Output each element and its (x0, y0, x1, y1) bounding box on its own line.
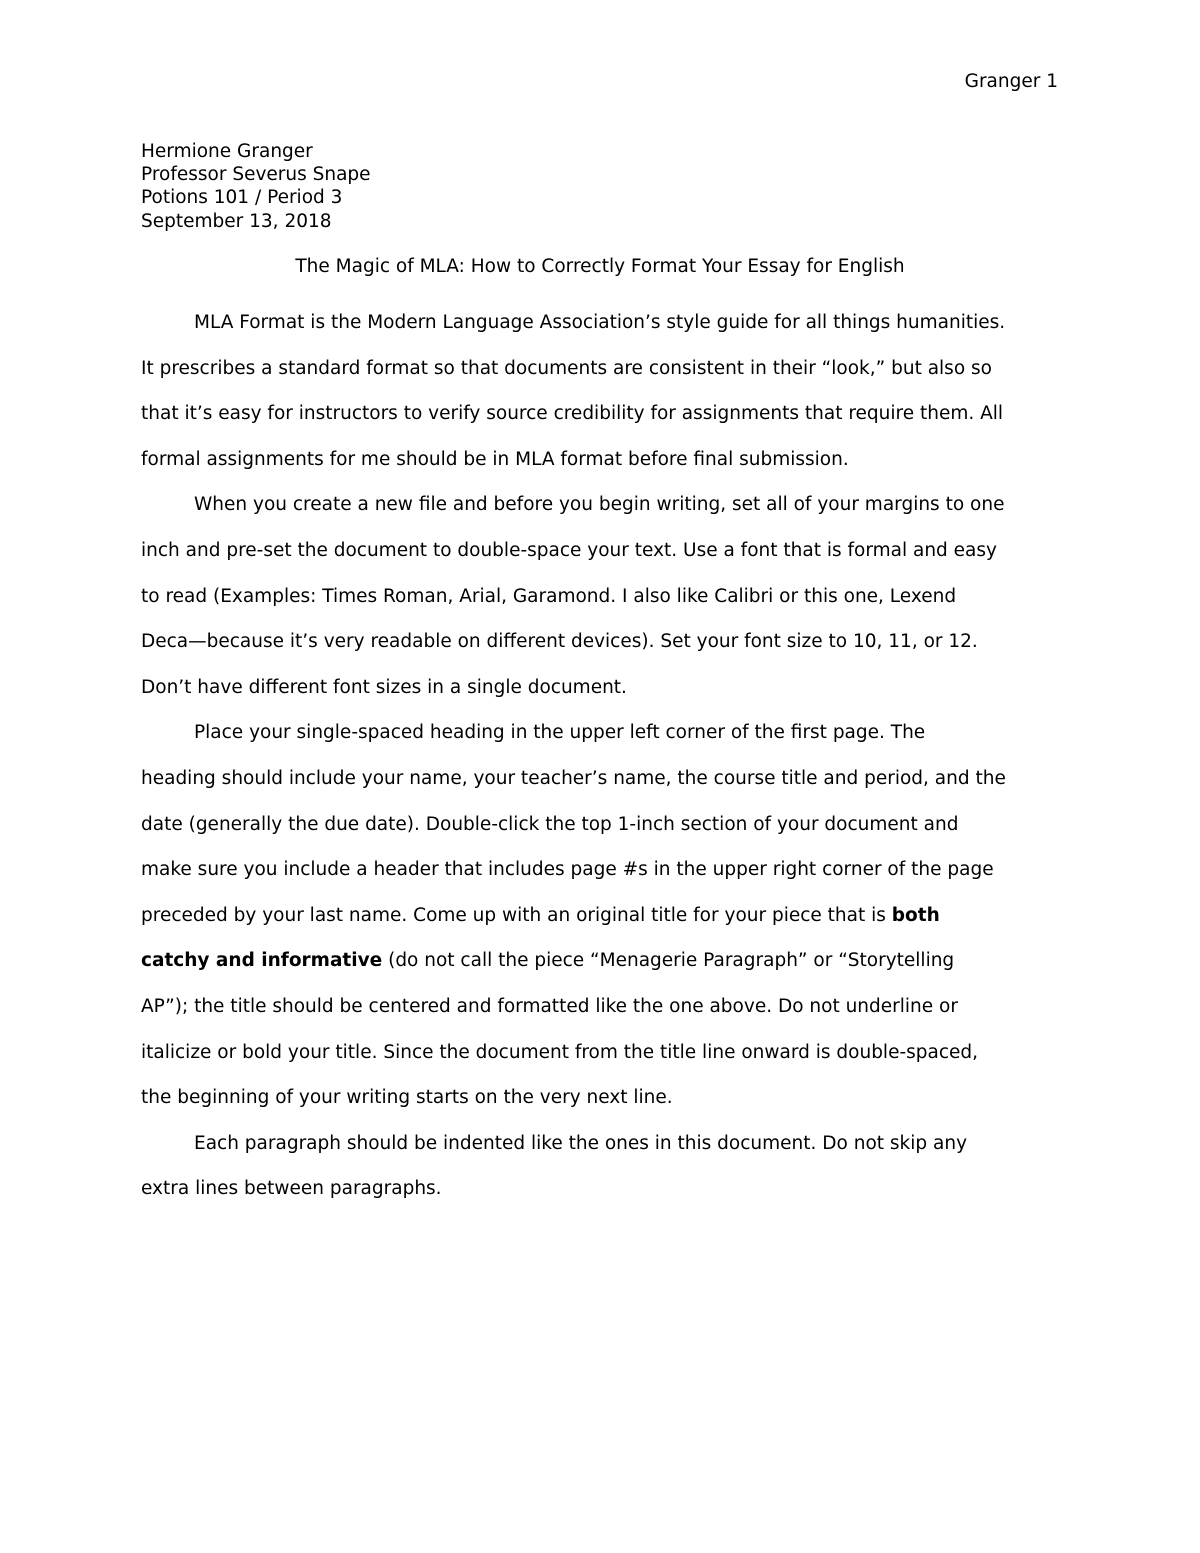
page-header: Granger 1 (964, 71, 1058, 92)
paragraph-line: the beginning of your writing starts on the very next line. (141, 1087, 673, 1109)
paragraph-line: Deca—because it’s very readable on different devices). Set your font size to 10, 11, or 12. (141, 631, 978, 653)
paragraph-line-with-bold (141, 938, 1061, 984)
paragraph-3 (141, 710, 1061, 1120)
paragraph-line: make sure you include a header that includes page #s in the upper right corner of the page (141, 859, 994, 881)
paragraph-line: heading should include your name, your teacher’s name, the course title and period, and the (141, 767, 1006, 789)
paragraph-line: Place your single-spaced heading in the upper left corner of the first page. The (194, 722, 926, 744)
teacher-name: Professor Severus Snape (141, 164, 371, 186)
paragraph-line: When you create a new file and before you begin writing, set all of your margins to one (194, 494, 1005, 516)
paragraph-line: MLA Format is the Modern Language Association’s style guide for all things humanities. (194, 312, 1006, 333)
plain-text: (do not call the piece “Menagerie Paragraph” or “Storytelling (382, 950, 955, 972)
paragraph-line: date (generally the due date). Double-click the top 1-inch section of your document and (141, 813, 959, 835)
paragraph-line: Don’t have different font sizes in a single document. (141, 676, 627, 698)
bold-text: catchy and informative (141, 950, 383, 972)
student-name: Hermione Granger (141, 141, 313, 162)
paragraph-line: that it’s easy for instructors to verify source credibility for assignments that require them. All (141, 403, 1004, 425)
paragraph-1 (141, 300, 1061, 482)
paragraph-line: AP”); the title should be centered and formatted like the one above. Do not underline or (141, 995, 958, 1017)
paragraph-line: Each paragraph should be indented like the ones in this document. Do not skip any (194, 1132, 968, 1154)
paragraph-line: extra lines between paragraphs. (141, 1178, 442, 1200)
document-title: The Magic of MLA: How to Correctly Format Your Essay for English (295, 256, 905, 277)
paragraph-line: italicize or bold your title. Since the document from the title line onward is double-spaced, (141, 1041, 979, 1063)
document-body (141, 300, 1061, 1212)
paragraph-line: to read (Examples: Times Roman, Arial, Garamond. I also like Calibri or this one, Lexend (141, 585, 957, 607)
heading-date: September 13, 2018 (141, 210, 332, 232)
mla-heading (141, 140, 371, 233)
paragraph-line: inch and pre-set the document to double-space your text. Use a font that is formal and easy (141, 539, 997, 561)
paragraph-4 (141, 1121, 1061, 1212)
paragraph-line: It prescribes a standard format so that documents are consistent in their “look,” but also so (141, 357, 992, 379)
paragraph-line: formal assignments for me should be in MLA format before final submission. (141, 448, 849, 470)
plain-text: preceded by your last name. Come up with an original title for your piece that is (141, 904, 892, 926)
paragraph-2 (141, 482, 1061, 710)
bold-text: both (891, 904, 940, 926)
course-period: Potions 101 / Period 3 (141, 187, 343, 209)
paragraph-line-with-bold (141, 893, 1061, 939)
